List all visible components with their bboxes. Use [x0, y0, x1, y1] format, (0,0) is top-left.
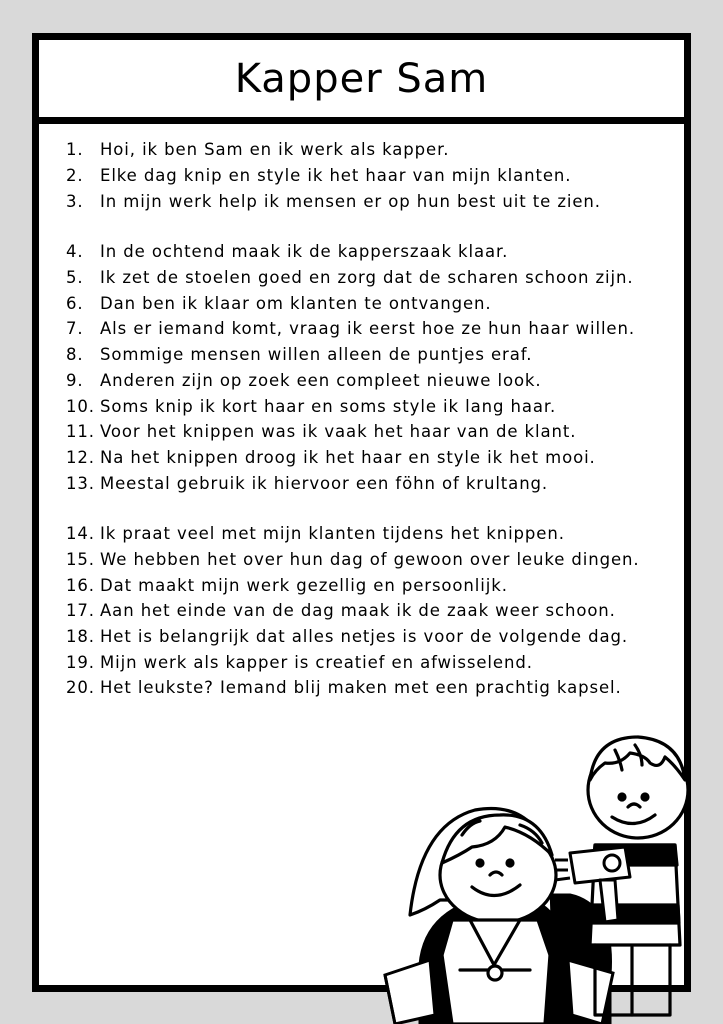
sentence-line: [39, 624, 684, 650]
line-number: 18.: [66, 627, 95, 647]
line-text: Anderen zijn op zoek een compleet nieuwe look.: [100, 370, 542, 390]
line-number: 20.: [66, 678, 95, 698]
sentence-line: [39, 342, 684, 368]
sentence-line: [39, 393, 684, 419]
sentence-line: [39, 598, 684, 624]
line-text: Het is belangrijk dat alles netjes is voor de volgende dag.: [100, 627, 629, 647]
sentence-group-3: [39, 521, 684, 701]
line-text: Als er iemand komt, vraag ik eerst hoe ze hun haar willen.: [100, 319, 635, 339]
hairdresser-illustration: [380, 715, 723, 1024]
line-text: Ik praat veel met mijn klanten tijdens het knippen.: [100, 524, 565, 544]
line-number: 14.: [66, 524, 95, 544]
title-box: [39, 40, 684, 124]
line-number: 6.: [66, 293, 84, 313]
sentence-line: [39, 290, 684, 316]
line-text: Aan het einde van de dag maak ik de zaak weer schoon.: [100, 601, 616, 621]
line-text: Het leukste? Iemand blij maken met een prachtig kapsel.: [100, 678, 622, 698]
line-number: 5.: [66, 268, 84, 288]
line-number: 19.: [66, 652, 95, 672]
line-number: 16.: [66, 575, 95, 595]
sentence-line: [39, 547, 684, 573]
line-number: 2.: [66, 166, 84, 186]
line-text: In de ochtend maak ik de kapperszaak klaar.: [100, 242, 509, 262]
line-text: Mijn werk als kapper is creatief en afwisselend.: [100, 652, 533, 672]
line-text: Hoi, ik ben Sam en ik werk als kapper.: [100, 140, 450, 160]
line-number: 3.: [66, 191, 84, 211]
line-text: Meestal gebruik ik hiervoor een föhn of krultang.: [100, 473, 549, 493]
line-number: 9.: [66, 370, 84, 390]
line-text: Na het knippen droog ik het haar en style ik het mooi.: [100, 447, 596, 467]
sentence-line: [39, 675, 684, 701]
page-title: Kapper Sam: [234, 55, 489, 102]
line-text: In mijn werk help ik mensen er op hun best uit te zien.: [100, 191, 601, 211]
sentence-group-1: [39, 137, 684, 214]
sentence-line: [39, 239, 684, 265]
line-number: 1.: [66, 140, 84, 160]
sentence-line: [39, 188, 684, 214]
sentence-line: [39, 163, 684, 189]
line-text: Dat maakt mijn werk gezellig en persoonlijk.: [100, 575, 508, 595]
line-number: 8.: [66, 345, 84, 365]
line-number: 13.: [66, 473, 95, 493]
line-text: Ik zet de stoelen goed en zorg dat de scharen schoon zijn.: [100, 268, 634, 288]
line-text: Sommige mensen willen alleen de puntjes eraf.: [100, 345, 533, 365]
line-text: Soms knip ik kort haar en soms style ik lang haar.: [100, 396, 557, 416]
line-number: 7.: [66, 319, 84, 339]
sentence-line: [39, 470, 684, 496]
sentence-list: [39, 137, 684, 726]
sentence-line: [39, 572, 684, 598]
line-text: Elke dag knip en style ik het haar van mijn klanten.: [100, 166, 572, 186]
sentence-line: [39, 649, 684, 675]
sentence-line: [39, 368, 684, 394]
line-text: Dan ben ik klaar om klanten te ontvangen.: [100, 293, 492, 313]
line-number: 11.: [66, 422, 95, 442]
sentence-line: [39, 265, 684, 291]
sentence-line: [39, 521, 684, 547]
sentence-line: [39, 137, 684, 163]
line-number: 12.: [66, 447, 95, 467]
line-number: 10.: [66, 396, 95, 416]
line-number: 15.: [66, 549, 95, 569]
line-number: 17.: [66, 601, 95, 621]
line-number: 4.: [66, 242, 84, 262]
sentence-line: [39, 316, 684, 342]
sentence-line: [39, 445, 684, 471]
sentence-line: [39, 419, 684, 445]
sentence-group-2: [39, 239, 684, 496]
line-text: We hebben het over hun dag of gewoon over leuke dingen.: [100, 549, 640, 569]
line-text: Voor het knippen was ik vaak het haar van de klant.: [100, 422, 577, 442]
